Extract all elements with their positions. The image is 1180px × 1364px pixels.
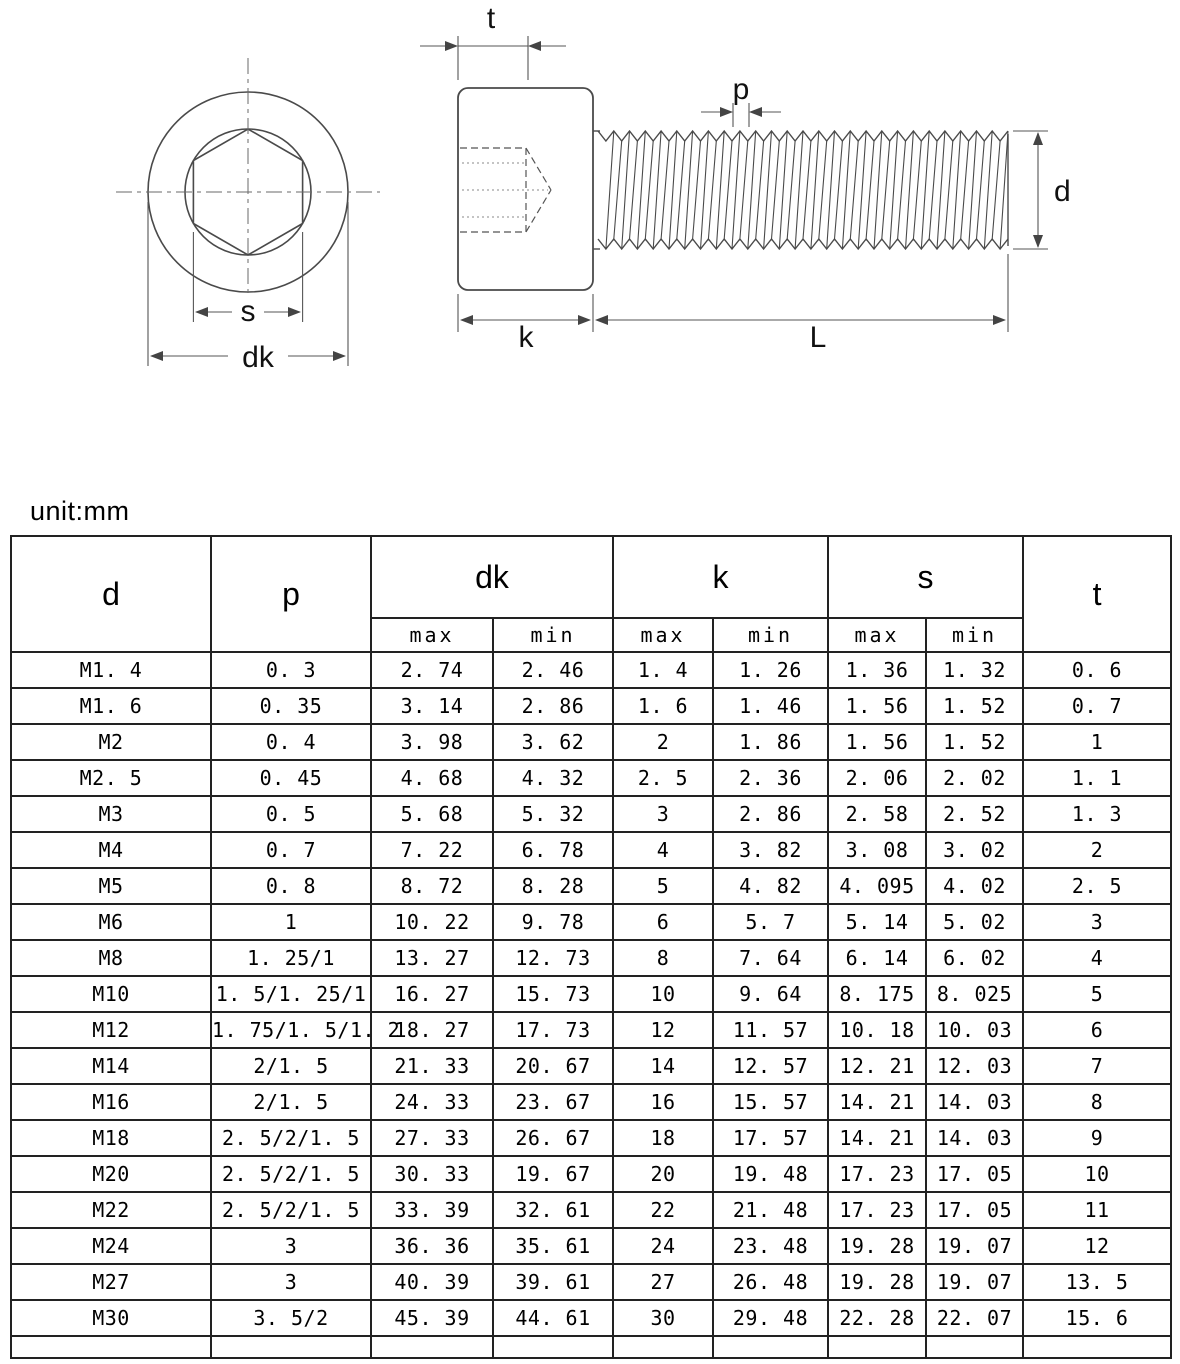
value-cell: 9. 78 <box>493 904 613 940</box>
table-row <box>11 652 1171 688</box>
dim-label-s: s <box>240 295 256 328</box>
empty-cell <box>211 1336 371 1358</box>
value-cell: 2. 5 <box>613 760 713 796</box>
value-cell: 17. 05 <box>926 1156 1023 1192</box>
value-cell: 17. 73 <box>493 1012 613 1048</box>
value-cell: 18. 27 <box>371 1012 493 1048</box>
value-cell: 2/1. 5 <box>211 1048 371 1084</box>
value-cell: 22 <box>613 1192 713 1228</box>
subheader-k-min: min <box>713 618 828 652</box>
value-cell: 8. 28 <box>493 868 613 904</box>
value-cell: 36. 36 <box>371 1228 493 1264</box>
value-cell: 8. 175 <box>828 976 926 1012</box>
value-cell: 1. 1 <box>1023 760 1171 796</box>
spec-table <box>10 535 1172 1359</box>
value-cell: 12. 21 <box>828 1048 926 1084</box>
value-cell: 1. 86 <box>713 724 828 760</box>
value-cell: 8 <box>613 940 713 976</box>
value-cell: 3. 08 <box>828 832 926 868</box>
value-cell: 2 <box>613 724 713 760</box>
value-cell: 14. 21 <box>828 1084 926 1120</box>
value-cell: 3 <box>613 796 713 832</box>
size-cell: M6 <box>11 904 211 940</box>
value-cell: 21. 33 <box>371 1048 493 1084</box>
value-cell: 27. 33 <box>371 1120 493 1156</box>
value-cell: 0. 4 <box>211 724 371 760</box>
value-cell: 1. 36 <box>828 652 926 688</box>
value-cell: 5. 14 <box>828 904 926 940</box>
value-cell: 23. 48 <box>713 1228 828 1264</box>
value-cell: 14. 21 <box>828 1120 926 1156</box>
table-row <box>11 1192 1171 1228</box>
centerlines <box>116 58 380 298</box>
value-cell: 12. 03 <box>926 1048 1023 1084</box>
value-cell: 22. 07 <box>926 1300 1023 1336</box>
table-row <box>11 1120 1171 1156</box>
value-cell: 1. 5/1. 25/1 <box>211 976 371 1012</box>
value-cell: 32. 61 <box>493 1192 613 1228</box>
value-cell: 30. 33 <box>371 1156 493 1192</box>
size-cell: M30 <box>11 1300 211 1336</box>
value-cell: 2. 52 <box>926 796 1023 832</box>
value-cell: 0. 6 <box>1023 652 1171 688</box>
value-cell: 12 <box>613 1012 713 1048</box>
subheader-dk-max: max <box>371 618 493 652</box>
size-cell: M2. 5 <box>11 760 211 796</box>
value-cell: 19. 07 <box>926 1264 1023 1300</box>
value-cell: 3. 5/2 <box>211 1300 371 1336</box>
table-row <box>11 868 1171 904</box>
table-row <box>11 724 1171 760</box>
value-cell: 35. 61 <box>493 1228 613 1264</box>
value-cell: 2. 46 <box>493 652 613 688</box>
value-cell: 14. 03 <box>926 1120 1023 1156</box>
value-cell: 10. 03 <box>926 1012 1023 1048</box>
screw-head-outline <box>458 88 593 290</box>
dim-label-d: d <box>1054 175 1071 208</box>
value-cell: 0. 35 <box>211 688 371 724</box>
dim-label-t: t <box>486 2 496 35</box>
value-cell: 0. 7 <box>211 832 371 868</box>
value-cell: 1. 46 <box>713 688 828 724</box>
value-cell: 14. 03 <box>926 1084 1023 1120</box>
value-cell: 3. 82 <box>713 832 828 868</box>
value-cell: 1. 52 <box>926 724 1023 760</box>
col-header-dk: dk <box>371 536 613 618</box>
col-header-d: d <box>11 536 211 652</box>
value-cell: 2. 86 <box>493 688 613 724</box>
value-cell: 4. 02 <box>926 868 1023 904</box>
empty-cell <box>613 1336 713 1358</box>
value-cell: 2. 58 <box>828 796 926 832</box>
value-cell: 1. 6 <box>613 688 713 724</box>
table-row <box>11 904 1171 940</box>
col-header-p: p <box>211 536 371 652</box>
size-cell: M18 <box>11 1120 211 1156</box>
value-cell: 13. 5 <box>1023 1264 1171 1300</box>
subheader-s-max: max <box>828 618 926 652</box>
subheader-k-max: max <box>613 618 713 652</box>
value-cell: 3. 62 <box>493 724 613 760</box>
value-cell: 6 <box>1023 1012 1171 1048</box>
value-cell: 26. 67 <box>493 1120 613 1156</box>
table-row <box>11 688 1171 724</box>
value-cell: 33. 39 <box>371 1192 493 1228</box>
value-cell: 7 <box>1023 1048 1171 1084</box>
subheader-s-min: min <box>926 618 1023 652</box>
value-cell: 20. 67 <box>493 1048 613 1084</box>
value-cell: 3. 02 <box>926 832 1023 868</box>
value-cell: 10 <box>613 976 713 1012</box>
value-cell: 23. 67 <box>493 1084 613 1120</box>
dimension-labels <box>241 2 1071 374</box>
empty-cell <box>11 1336 211 1358</box>
value-cell: 17. 57 <box>713 1120 828 1156</box>
value-cell: 1. 75/1. 5/1. 2 <box>211 1012 371 1048</box>
size-cell: M27 <box>11 1264 211 1300</box>
value-cell: 13. 27 <box>371 940 493 976</box>
value-cell: 20 <box>613 1156 713 1192</box>
value-cell: 3. 98 <box>371 724 493 760</box>
table-row <box>11 1300 1171 1336</box>
value-cell: 9 <box>1023 1120 1171 1156</box>
value-cell: 5. 7 <box>713 904 828 940</box>
value-cell: 5. 32 <box>493 796 613 832</box>
value-cell: 17. 05 <box>926 1192 1023 1228</box>
value-cell: 8. 025 <box>926 976 1023 1012</box>
value-cell: 15. 57 <box>713 1084 828 1120</box>
thread-bottom-profile <box>598 239 1008 249</box>
value-cell: 26. 48 <box>713 1264 828 1300</box>
value-cell: 2. 5/2/1. 5 <box>211 1192 371 1228</box>
size-cell: M14 <box>11 1048 211 1084</box>
value-cell: 1. 56 <box>828 688 926 724</box>
empty-cell <box>926 1336 1023 1358</box>
empty-cell <box>493 1336 613 1358</box>
table-row <box>11 1264 1171 1300</box>
table-row <box>11 832 1171 868</box>
value-cell: 22. 28 <box>828 1300 926 1336</box>
value-cell: 2. 36 <box>713 760 828 796</box>
table-row <box>11 760 1171 796</box>
table-row <box>11 1084 1171 1120</box>
table-row <box>11 796 1171 832</box>
size-cell: M10 <box>11 976 211 1012</box>
value-cell: 1. 25/1 <box>211 940 371 976</box>
size-cell: M4 <box>11 832 211 868</box>
value-cell: 2. 02 <box>926 760 1023 796</box>
value-cell: 2. 5 <box>1023 868 1171 904</box>
value-cell: 29. 48 <box>713 1300 828 1336</box>
screw-technical-drawing <box>0 0 1180 460</box>
dimension-lines <box>148 36 1048 366</box>
value-cell: 3. 14 <box>371 688 493 724</box>
value-cell: 2. 5/2/1. 5 <box>211 1120 371 1156</box>
value-cell: 12 <box>1023 1228 1171 1264</box>
table-row <box>11 1048 1171 1084</box>
dim-label-dk: dk <box>242 341 274 374</box>
dim-label-p: p <box>732 73 750 106</box>
value-cell: 19. 67 <box>493 1156 613 1192</box>
empty-cell <box>1023 1336 1171 1358</box>
size-cell: M16 <box>11 1084 211 1120</box>
value-cell: 3 <box>211 1264 371 1300</box>
size-cell: M24 <box>11 1228 211 1264</box>
value-cell: 4. 82 <box>713 868 828 904</box>
value-cell: 10 <box>1023 1156 1171 1192</box>
thread-crest-lines <box>606 131 1008 249</box>
value-cell: 40. 39 <box>371 1264 493 1300</box>
value-cell: 10. 22 <box>371 904 493 940</box>
value-cell: 5 <box>1023 976 1171 1012</box>
value-cell: 14 <box>613 1048 713 1084</box>
empty-row <box>11 1336 1171 1358</box>
value-cell: 4. 095 <box>828 868 926 904</box>
value-cell: 7. 22 <box>371 832 493 868</box>
value-cell: 9. 64 <box>713 976 828 1012</box>
value-cell: 12. 73 <box>493 940 613 976</box>
value-cell: 0. 7 <box>1023 688 1171 724</box>
value-cell: 2/1. 5 <box>211 1084 371 1120</box>
value-cell: 2. 06 <box>828 760 926 796</box>
value-cell: 1 <box>1023 724 1171 760</box>
value-cell: 24. 33 <box>371 1084 493 1120</box>
value-cell: 2. 5/2/1. 5 <box>211 1156 371 1192</box>
value-cell: 11. 57 <box>713 1012 828 1048</box>
value-cell: 10. 18 <box>828 1012 926 1048</box>
value-cell: 44. 61 <box>493 1300 613 1336</box>
value-cell: 4 <box>1023 940 1171 976</box>
table-header-row <box>11 536 1171 618</box>
value-cell: 6. 02 <box>926 940 1023 976</box>
size-cell: M1. 6 <box>11 688 211 724</box>
value-cell: 5 <box>613 868 713 904</box>
value-cell: 4. 68 <box>371 760 493 796</box>
table-row <box>11 1228 1171 1264</box>
value-cell: 27 <box>613 1264 713 1300</box>
empty-cell <box>713 1336 828 1358</box>
value-cell: 2. 86 <box>713 796 828 832</box>
size-cell: M20 <box>11 1156 211 1192</box>
front-view <box>116 58 380 298</box>
spec-table-body <box>11 652 1171 1358</box>
size-cell: M1. 4 <box>11 652 211 688</box>
dim-label-L: L <box>809 321 827 354</box>
value-cell: 1. 4 <box>613 652 713 688</box>
value-cell: 17. 23 <box>828 1192 926 1228</box>
value-cell: 0. 8 <box>211 868 371 904</box>
value-cell: 1. 32 <box>926 652 1023 688</box>
value-cell: 15. 73 <box>493 976 613 1012</box>
value-cell: 11 <box>1023 1192 1171 1228</box>
col-header-t: t <box>1023 536 1171 652</box>
value-cell: 30 <box>613 1300 713 1336</box>
table-row <box>11 976 1171 1012</box>
value-cell: 3 <box>211 1228 371 1264</box>
dim-label-k: k <box>518 321 534 354</box>
value-cell: 2. 74 <box>371 652 493 688</box>
size-cell: M8 <box>11 940 211 976</box>
value-cell: 6. 14 <box>828 940 926 976</box>
value-cell: 8. 72 <box>371 868 493 904</box>
value-cell: 0. 45 <box>211 760 371 796</box>
value-cell: 1 <box>211 904 371 940</box>
empty-cell <box>371 1336 493 1358</box>
value-cell: 1. 52 <box>926 688 1023 724</box>
col-header-k: k <box>613 536 828 618</box>
size-cell: M3 <box>11 796 211 832</box>
value-cell: 1. 26 <box>713 652 828 688</box>
subheader-dk-min: min <box>493 618 613 652</box>
value-cell: 19. 28 <box>828 1228 926 1264</box>
value-cell: 15. 6 <box>1023 1300 1171 1336</box>
value-cell: 16. 27 <box>371 976 493 1012</box>
value-cell: 17. 23 <box>828 1156 926 1192</box>
value-cell: 12. 57 <box>713 1048 828 1084</box>
value-cell: 39. 61 <box>493 1264 613 1300</box>
table-row <box>11 1012 1171 1048</box>
size-cell: M5 <box>11 868 211 904</box>
value-cell: 45. 39 <box>371 1300 493 1336</box>
table-row <box>11 1156 1171 1192</box>
value-cell: 4. 32 <box>493 760 613 796</box>
value-cell: 7. 64 <box>713 940 828 976</box>
value-cell: 5. 02 <box>926 904 1023 940</box>
value-cell: 21. 48 <box>713 1192 828 1228</box>
value-cell: 8 <box>1023 1084 1171 1120</box>
col-header-s: s <box>828 536 1023 618</box>
value-cell: 16 <box>613 1084 713 1120</box>
value-cell: 6. 78 <box>493 832 613 868</box>
unit-label: unit:mm <box>30 496 130 526</box>
value-cell: 19. 07 <box>926 1228 1023 1264</box>
empty-cell <box>828 1336 926 1358</box>
value-cell: 19. 28 <box>828 1264 926 1300</box>
value-cell: 0. 5 <box>211 796 371 832</box>
table-row <box>11 940 1171 976</box>
value-cell: 2 <box>1023 832 1171 868</box>
size-cell: M2 <box>11 724 211 760</box>
value-cell: 6 <box>613 904 713 940</box>
value-cell: 18 <box>613 1120 713 1156</box>
value-cell: 24 <box>613 1228 713 1264</box>
value-cell: 19. 48 <box>713 1156 828 1192</box>
value-cell: 0. 3 <box>211 652 371 688</box>
size-cell: M22 <box>11 1192 211 1228</box>
value-cell: 1. 56 <box>828 724 926 760</box>
size-cell: M12 <box>11 1012 211 1048</box>
value-cell: 3 <box>1023 904 1171 940</box>
value-cell: 5. 68 <box>371 796 493 832</box>
value-cell: 1. 3 <box>1023 796 1171 832</box>
value-cell: 4 <box>613 832 713 868</box>
